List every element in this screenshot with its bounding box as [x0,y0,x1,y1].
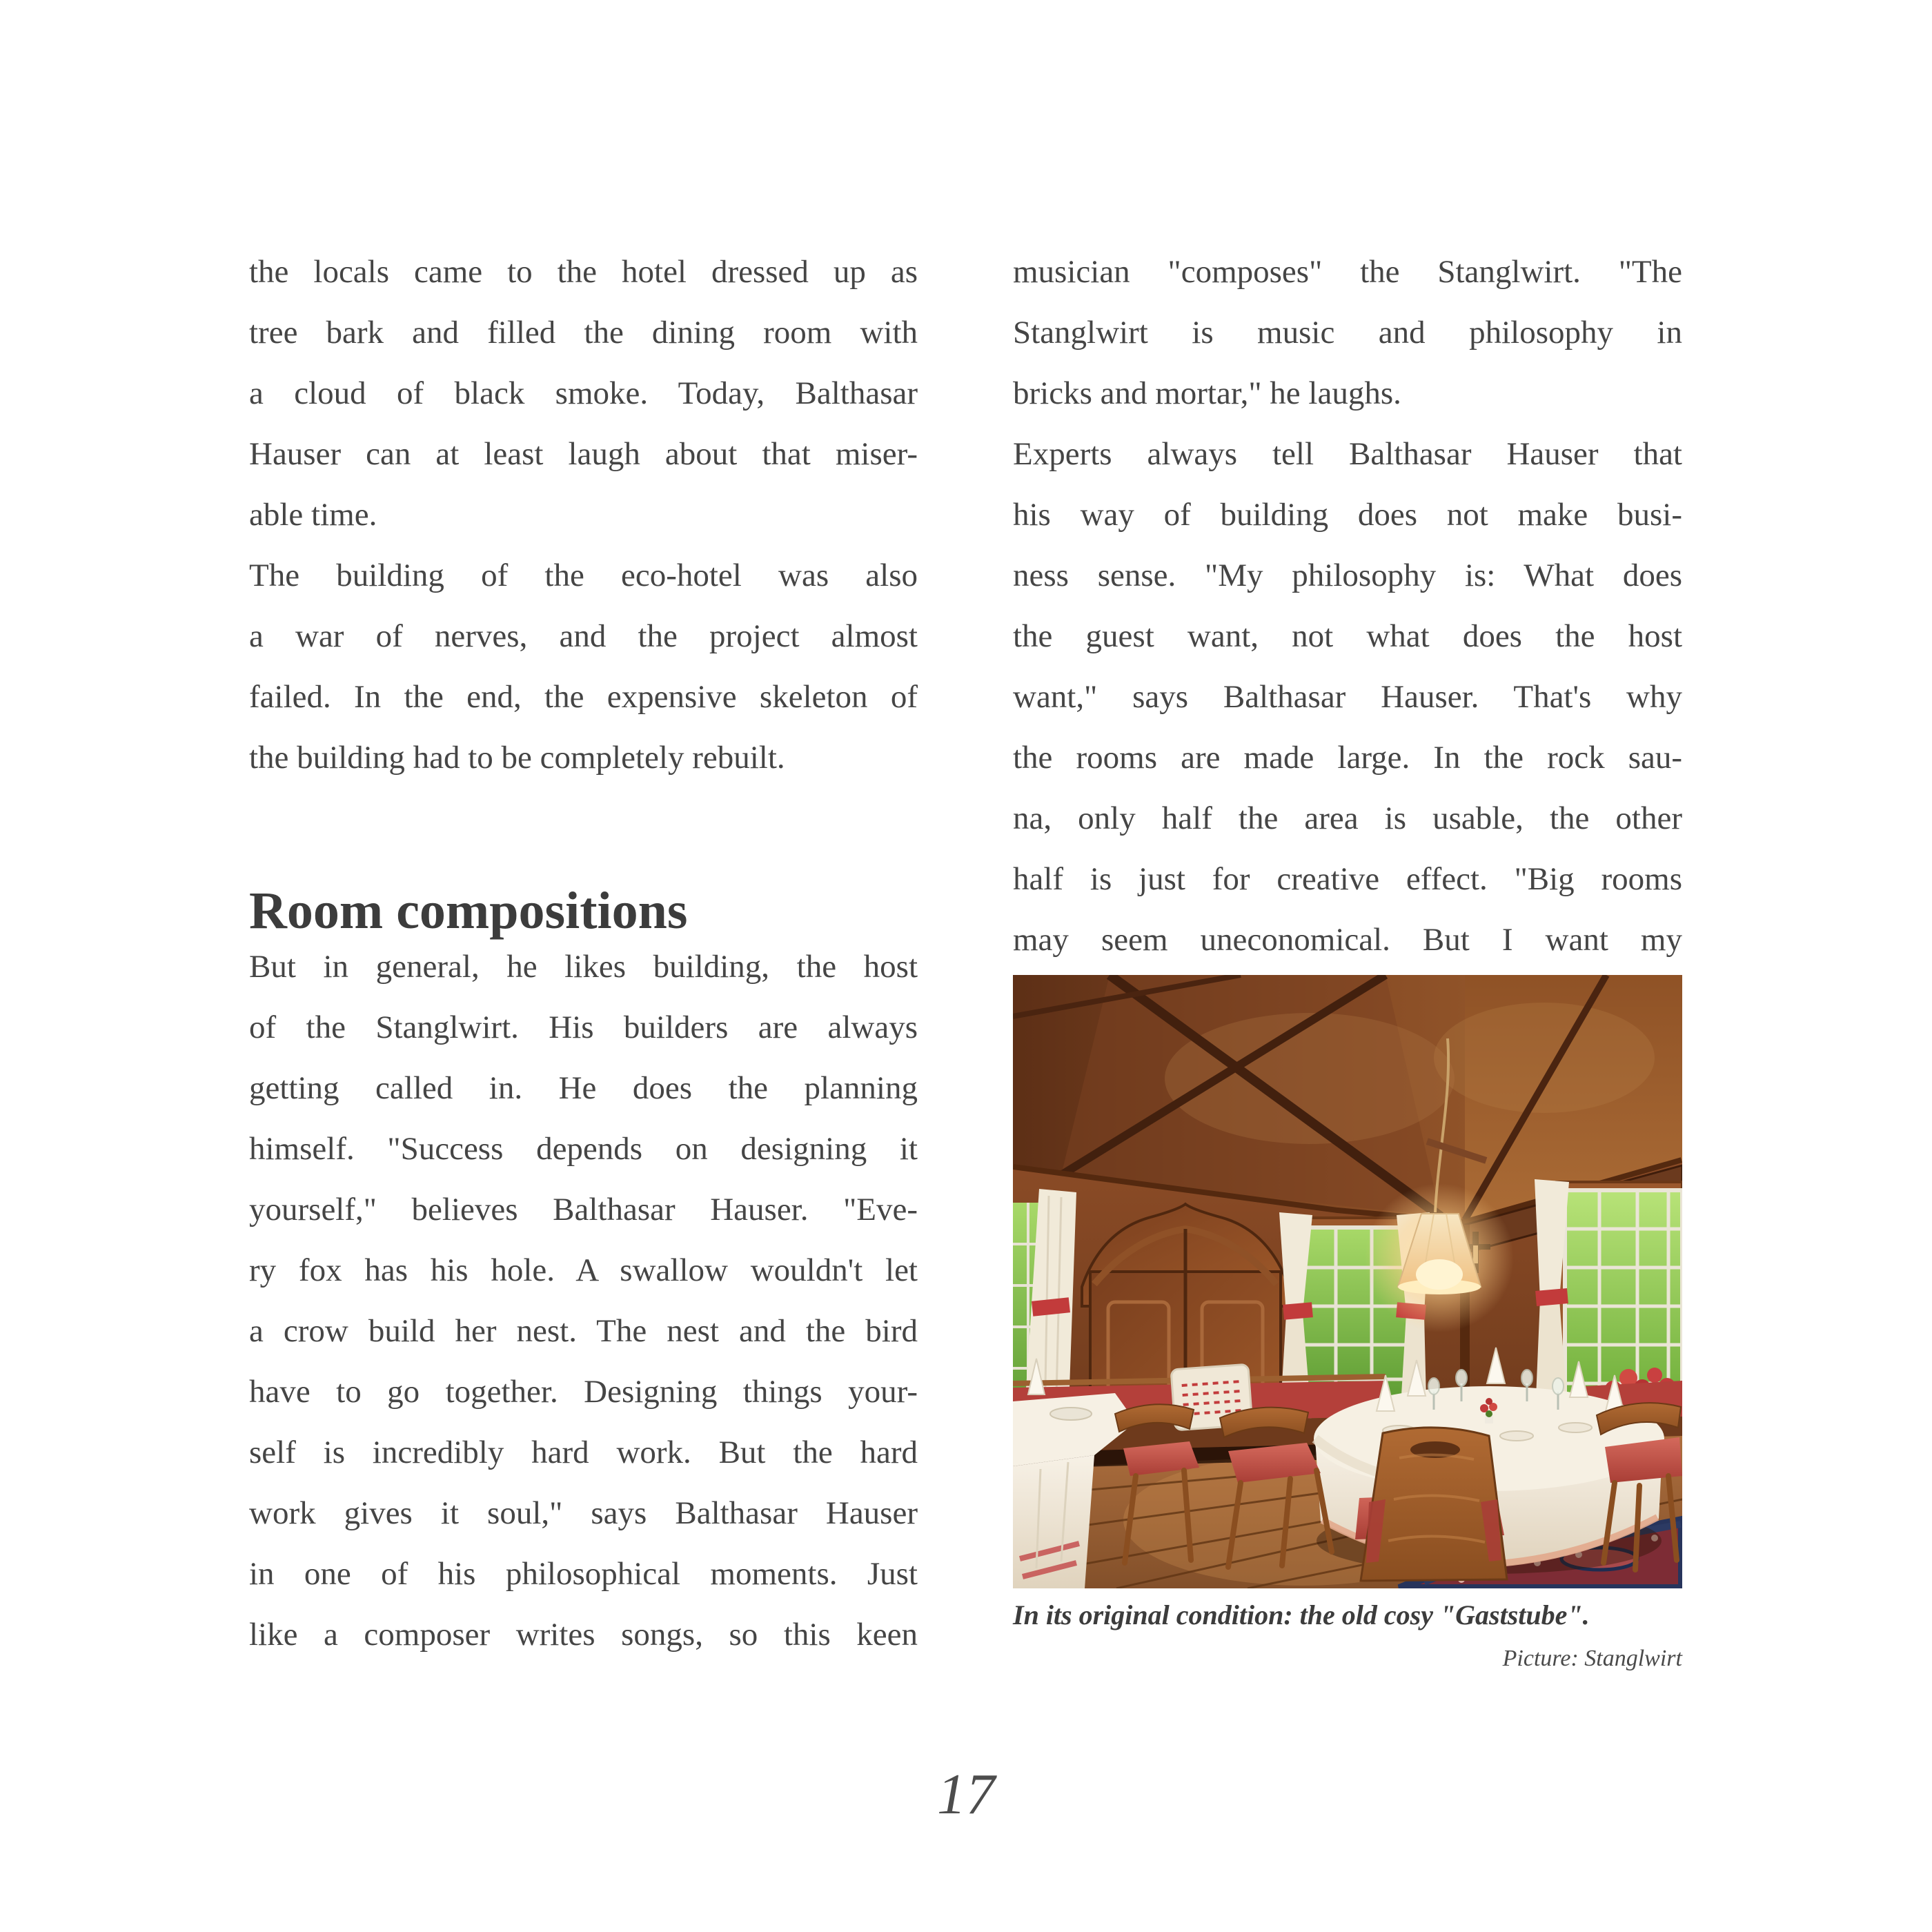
text-line: may seem uneconomical. But I want my [1013,922,1682,958]
text-line: self is incredibly hard work. But the hard [249,1435,918,1470]
text-line: have to go together. Designing things your- [249,1374,918,1410]
text-line: himself. "Success depends on designing it [249,1131,918,1167]
text-line: the building had to be completely rebuilt. [249,740,785,776]
text-line: the locals came to the hotel dressed up as [249,254,918,290]
text-line: Hauser can at least laugh about that miser- [249,436,918,472]
text-line: Experts always tell Balthasar Hauser that [1013,436,1682,472]
text-line: a crow build her nest. The nest and the bird [249,1313,918,1349]
left-column-body [249,936,918,1665]
text-line: Stanglwirt is music and philosophy in [1013,315,1682,351]
text-line: ness sense. "My philosophy is: What does [1013,558,1682,593]
left-column-intro [249,241,918,788]
picture-credit: Picture: Stanglwirt [1502,1646,1682,1671]
right-column-body [1013,241,1682,970]
page-number: 17 [937,1762,995,1826]
text-line: in one of his philosophical moments. Just [249,1556,918,1592]
text-line: tree bark and filled the dining room with [249,315,918,351]
text-line: work gives it soul," says Balthasar Hauser [249,1495,918,1531]
text-line: But in general, he likes building, the host [249,949,918,985]
section-heading: Room compositions [249,882,688,940]
gaststube-photo [1013,975,1682,1588]
text-line: bricks and mortar," he laughs. [1013,375,1401,411]
figure-caption: In its original condition: the old cosy "Gaststube". [1013,1599,1590,1630]
figure-caption-block [1013,1598,1682,1673]
text-line: musician "composes" the Stanglwirt. "The [1013,254,1682,290]
text-line: like a composer writes songs, so this keen [249,1617,918,1653]
text-line: The building of the eco-hotel was also [249,558,918,593]
text-line: want," says Balthasar Hauser. That's why [1013,679,1682,715]
text-line: ry fox has his hole. A swallow wouldn't let [249,1252,918,1288]
text-line: his way of building does not make busi- [1013,497,1682,533]
text-line: na, only half the area is usable, the other [1013,800,1682,836]
text-line: yourself," believes Balthasar Hauser. "Eve- [249,1192,918,1228]
text-line: the guest want, not what does the host [1013,618,1682,654]
text-line: of the Stanglwirt. His builders are always [249,1009,918,1045]
text-line: a cloud of black smoke. Today, Balthasar [249,375,918,411]
text-line: a war of nerves, and the project almost [249,618,918,654]
text-line: half is just for creative effect. "Big rooms [1013,861,1682,897]
text-line: the rooms are made large. In the rock sau- [1013,740,1682,776]
text-line: getting called in. He does the planning [249,1070,918,1106]
text-line: able time. [249,497,377,533]
text-line: failed. In the end, the expensive skeleton of [249,679,918,715]
